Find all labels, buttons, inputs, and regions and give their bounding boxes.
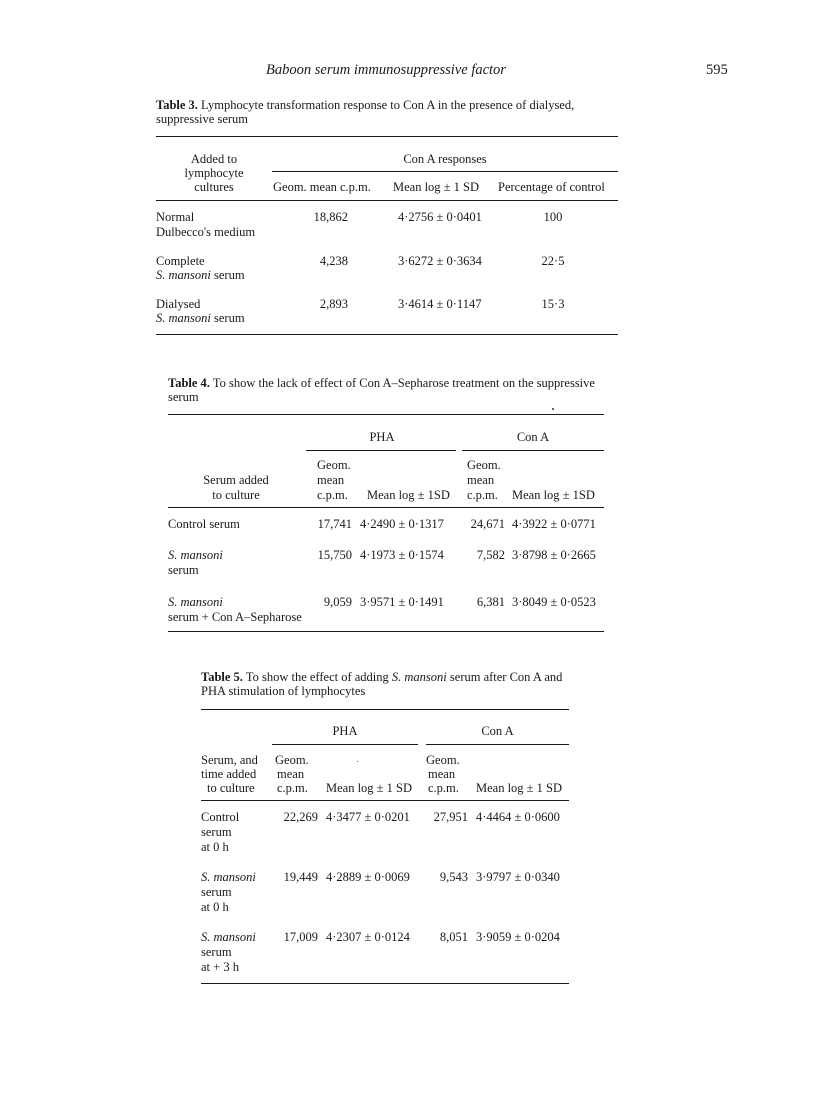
table5-row3-label1: S. mansoni — [201, 930, 256, 944]
table4-cona-meanlog-header: Mean log ± 1SD — [512, 488, 595, 502]
table3-row3-label2 — [156, 311, 245, 326]
table4-row1-cona-cpm: 24,671 — [470, 517, 505, 531]
table5-row1-cona-meanlog: 4·4464 ± 0·0600 — [476, 810, 560, 824]
table3-row3-meanlog: 3·4614 ± 0·1147 — [398, 297, 482, 311]
table4-cona-geom-line1: Geom. — [467, 458, 501, 472]
table4-row3-pha-meanlog: 3·9571 ± 0·1491 — [360, 595, 444, 609]
table4-pha-geom-line3: c.p.m. — [317, 488, 348, 502]
table4-label: Table 4. — [168, 376, 210, 390]
table5-row2-cona-cpm: 9,543 — [439, 870, 468, 884]
table4-row2-pha-meanlog: 4·1973 ± 0·1574 — [360, 548, 444, 562]
table4-row3-label2: serum + Con A–Sepharose — [168, 610, 302, 624]
table5-row1-label3: at 0 h — [201, 840, 229, 854]
table5-row3-label2: serum — [201, 945, 232, 959]
table5-col-serum-line3: to culture — [207, 781, 255, 795]
table5-row2-label3: at 0 h — [201, 900, 229, 914]
table4-row3-cona-meanlog: 3·8049 ± 0·0523 — [512, 595, 596, 609]
table3-row2-label1: Complete — [156, 254, 205, 268]
table4-pha-geom-line1: Geom. — [317, 458, 351, 472]
table3-row1-pct: 100 — [543, 210, 563, 224]
table3-col-added-line1: Added to — [190, 152, 238, 166]
table4-row1-pha-cpm: 17,741 — [317, 517, 352, 531]
table4-row2-pha-cpm: 15,750 — [317, 548, 352, 562]
table4-header-rule — [168, 507, 604, 508]
table5-row1-pha-cpm: 22,269 — [283, 810, 318, 824]
table5-row2-label1: S. mansoni — [201, 870, 256, 884]
table4-cona-geom-line3: c.p.m. — [467, 488, 498, 502]
table3-row3-suffix: serum — [210, 311, 245, 325]
table4-row2-cona-cpm: 7,582 — [476, 548, 505, 562]
table4-pha-meanlog-header: Mean log ± 1SD — [367, 488, 450, 502]
table4-cona-rule — [462, 450, 604, 451]
table5-row1-cona-cpm: 27,951 — [433, 810, 468, 824]
table3-row3-pct: 15·3 — [541, 297, 565, 311]
table5-label: Table 5. — [201, 670, 243, 684]
table5-row3-pha-cpm: 17,009 — [283, 930, 318, 944]
table5-bottom-rule — [201, 983, 569, 984]
table5-caption-pre: To show the effect of adding — [245, 670, 392, 684]
table5-caption-species: S. mansoni — [391, 670, 447, 684]
table5-caption-post: serum after Con A and PHA stimulation of lymphocytes — [201, 670, 563, 698]
table4-pha-geom-line2: mean — [317, 473, 345, 487]
table5-pha-geom-line2: mean — [277, 767, 305, 781]
table5-col-serum-line1: Serum, and — [201, 753, 258, 767]
table3-col-added-line3: cultures — [194, 180, 234, 194]
page-number: 595 — [706, 62, 728, 78]
table4-caption — [168, 376, 604, 404]
table5-row3-label3: at + 3 h — [201, 960, 239, 974]
table3-group-header: Con A responses — [403, 152, 487, 166]
table3-row2-label2 — [156, 268, 245, 283]
table3-row1-label2: Dulbecco's medium — [156, 225, 256, 239]
table5-cona-geom-line2: mean — [428, 767, 456, 781]
table4-row3-label1: S. mansoni — [168, 595, 223, 609]
table3-header-rule — [156, 200, 618, 201]
table4-cona-geom-line2: mean — [467, 473, 495, 487]
table3-group-rule — [272, 171, 618, 172]
table4-row1-label1: Control serum — [168, 517, 240, 531]
table5-speck — [357, 761, 358, 762]
table3-col-added-line2: lymphocyte — [184, 166, 244, 180]
table4-row1-pha-meanlog: 4·2490 ± 0·1317 — [360, 517, 444, 531]
table5-cona-meanlog-header: Mean log ± 1 SD — [476, 781, 563, 795]
table3-row2-pct: 22·5 — [541, 254, 565, 268]
table4-group-pha: PHA — [369, 430, 395, 444]
table4-bottom-rule — [168, 631, 604, 632]
table3-caption — [156, 98, 616, 126]
table3-row2-meanlog: 3·6272 ± 0·3634 — [398, 254, 482, 268]
table3-row3-label1: Dialysed — [156, 297, 201, 311]
table5-row3-cona-cpm: 8,051 — [439, 930, 468, 944]
table5-row2-cona-meanlog: 3·9797 ± 0·0340 — [476, 870, 560, 884]
table5-row2-pha-meanlog: 4·2889 ± 0·0069 — [326, 870, 410, 884]
table5-pha-geom-line1: Geom. — [275, 753, 309, 767]
table4-group-cona: Con A — [516, 430, 550, 444]
table5-header-rule — [201, 800, 569, 801]
table3-row1-meanlog: 4·2756 ± 0·0401 — [398, 210, 482, 224]
table4-row3-cona-cpm: 6,381 — [476, 595, 505, 609]
table5-cona-geom-line1: Geom. — [426, 753, 460, 767]
table4-row2-cona-meanlog: 3·8798 ± 0·2665 — [512, 548, 596, 562]
table3-top-rule — [156, 136, 618, 137]
table5-row2-label2: serum — [201, 885, 232, 899]
table5-row2-pha-cpm: 19,449 — [283, 870, 318, 884]
table3-row2-suffix: serum — [210, 268, 245, 282]
table5-cona-rule — [426, 744, 569, 745]
table4-col-serum-line1: Serum added — [203, 473, 269, 487]
table4-col-serum-line2: to culture — [212, 488, 260, 502]
table3-row3-species: S. mansoni — [156, 311, 211, 325]
table5-col-serum-line2: time added — [201, 767, 257, 781]
table4-top-rule — [168, 414, 604, 415]
table5-row3-pha-meanlog: 4·2307 ± 0·0124 — [326, 930, 410, 944]
table3-col-pct: Percentage of control — [498, 180, 605, 194]
table3-row1-cpm: 18,862 — [313, 210, 348, 224]
table5-group-cona: Con A — [481, 724, 514, 738]
table4-pha-rule — [306, 450, 456, 451]
table5-row1-label2: serum — [201, 825, 232, 839]
table5-row1-pha-meanlog: 4·3477 ± 0·0201 — [326, 810, 410, 824]
table5-row3-cona-meanlog: 3·9059 ± 0·0204 — [476, 930, 560, 944]
table3-col-cpm: Geom. mean c.p.m. — [273, 180, 371, 194]
table5-pha-geom-line3: c.p.m. — [277, 781, 308, 795]
table5-pha-meanlog-header: Mean log ± 1 SD — [326, 781, 413, 795]
table3-bottom-rule — [156, 334, 618, 335]
table5-top-rule — [201, 709, 569, 710]
table4-caption-text: To show the lack of effect of Con A–Sepharose treatment on the suppressive serum — [168, 376, 595, 404]
table3-row2-cpm: 4,238 — [319, 254, 348, 268]
table4-row1-cona-meanlog: 4·3922 ± 0·0771 — [512, 517, 596, 531]
table5-cona-geom-line3: c.p.m. — [428, 781, 459, 795]
table4-speck — [552, 408, 554, 410]
table5-pha-rule — [272, 744, 418, 745]
table3-label: Table 3. — [156, 98, 198, 112]
running-title: Baboon serum immunosuppressive factor — [266, 62, 506, 78]
table5-row1-label1: Control — [201, 810, 240, 824]
table4-row3-pha-cpm: 9,059 — [323, 595, 352, 609]
table3-row2-species: S. mansoni — [156, 268, 211, 282]
table3-row1-label1: Normal — [156, 210, 195, 224]
table5-caption — [201, 670, 571, 698]
table3-col-meanlog: Mean log ± 1 SD — [393, 180, 480, 194]
table4-row2-label1: S. mansoni — [168, 548, 223, 562]
table3-row3-cpm: 2,893 — [319, 297, 348, 311]
table4-row2-label2: serum — [168, 563, 199, 577]
table3-caption-text: Lymphocyte transformation response to Con A in the presence of dialysed, suppressive serum — [156, 98, 575, 126]
table5-group-pha: PHA — [332, 724, 358, 738]
